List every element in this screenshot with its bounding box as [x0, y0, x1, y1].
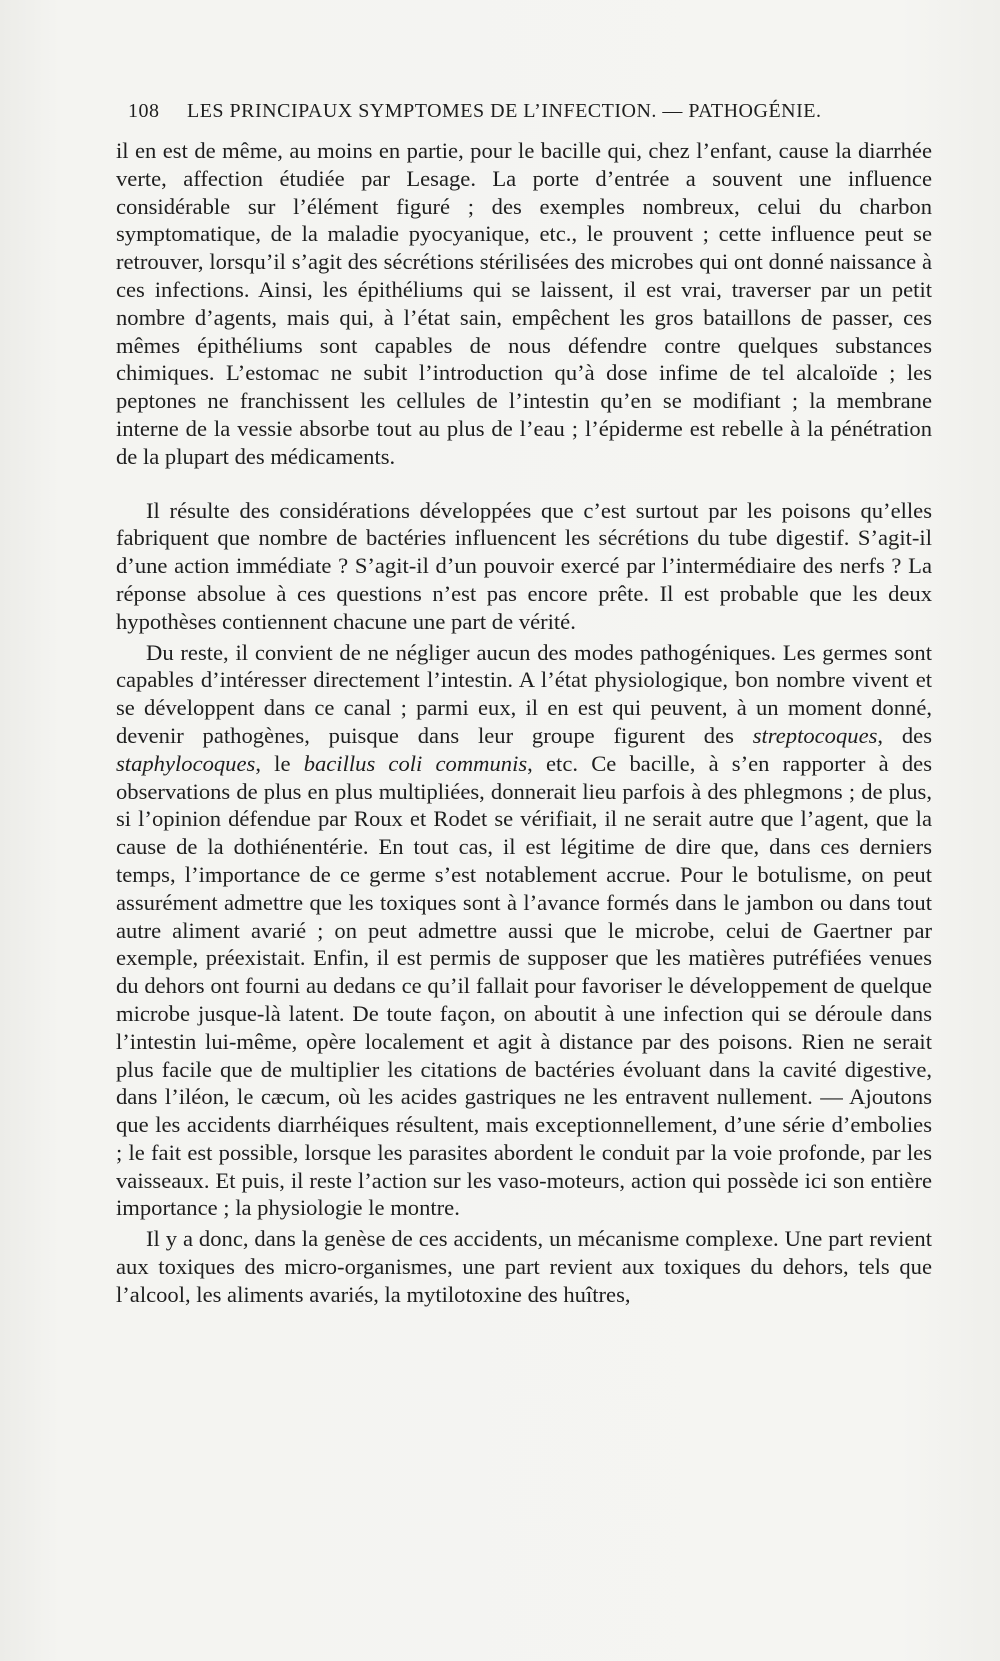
text-segment: , des — [877, 722, 932, 748]
page-number: 108 — [128, 100, 160, 122]
italic-term-staphylocoques: staphylocoques — [116, 750, 256, 776]
running-title: LES PRINCIPAUX SYMPTOMES DE L’INFECTION. — PATHOGÉNIE. — [187, 100, 822, 122]
italic-term-bacillus-coli: bacillus coli communis — [303, 750, 528, 776]
text-segment: il en est de même, au moins en partie, pour le bacille qui, chez l’enfant, cause la diarrhée verte, affection étudiée par Lesage. La porte d’entrée a souvent une influence considérable sur l’élément figuré ; des exemples nombreux, celui du charbon symptomatique, de la maladie pyocyanique, etc., le prouvent ; cette influence peut se retrouver, lorsqu’il s’agit des sécrétions stérilisées des microbes qui ont donné naissance à ces infections. Ainsi, les épithéliums qui se laissent, il est vrai, traverser par un petit nombre d’agents, mais qui, à l’état sain, empêchent les gros bataillons de passer, ces mêmes épithéliums sont capables de nous défendre contre quelques substances chimiques. L’estomac ne subit l’introduction qu’à dose infime de tel alcaloïde ; les peptones ne franchissent les cellules de l’intestin qu’en se modifiant ; la membrane interne de la vessie absorbe tout au plus de l’eau ; l’épiderme est rebelle à la pénétration de la plupart des médicaments. — [116, 138, 932, 469]
paragraph-2 — [116, 497, 932, 636]
body-text — [116, 137, 932, 1309]
text-segment: Du reste, il convient de ne négliger aucun des modes pathogéniques. Les germes sont capables d’intéresser directement l’intestin. A l’état physiologique, bon nombre vivent et se développent dans ce canal ; parmi eux, il en est qui peuvent, à un moment donné, devenir pathogènes, puisque dans leur groupe figurent des — [116, 639, 932, 748]
text-segment: , etc. Ce bacille, à s’en rapporter à des observations de plus en plus multipliées, donnerait lieu parfois à des phlegmons ; de plus, si l’opinion défendue par Roux et Rodet se vérifiait, il ne serait autre que l’agent, que la cause de la dothiénentérie. En tout cas, il est légitime de dire que, dans ces derniers temps, l’importance de ce germe s’est notablement accrue. Pour le botulisme, on peut assurément admettre que les toxiques sont à l’avance formés dans le jambon ou dans tout autre aliment avarié ; on peut admettre aussi que le microbe, celui de Gaertner par exemple, préexistait. Enfin, il est permis de supposer que les matières putréfiées venues du dehors ont fourni au dedans ce qu’il fallait pour favoriser le développement de quelque microbe jusque-là latent. De toute façon, on aboutit à une infection qui se déroule dans l’intestin lui-même, opère localement et agit à distance par des poisons. Rien ne serait plus facile que de multiplier les citations de bactéries évoluant dans la cavité digestive, dans l’iléon, le cæcum, où les acides gastriques ne les entravent nullement. — Ajoutons que les accidents diarrhéiques résultent, mais exceptionnellement, d’une série d’embolies ; le fait est possible, lorsque les parasites abordent le conduit par la voie profonde, par les vaisseaux. Et puis, il reste l’action sur les vaso-moteurs, action qui possède ici son entière importance ; la physiologie le montre. — [116, 750, 933, 1221]
paragraph-4 — [116, 1225, 932, 1308]
text-segment: Il y a donc, dans la genèse de ces accidents, un mécanisme complexe. Une part revient aux toxiques des micro-organismes, une part revient aux toxiques du dehors, tels que l’alcool, les aliments avariés, la mytilotoxine des huîtres, — [116, 1226, 932, 1307]
paragraph-1 — [116, 137, 932, 471]
italic-term-streptocoques: streptocoques — [752, 722, 878, 748]
paragraph-3 — [116, 639, 932, 1223]
page-header — [128, 100, 878, 123]
text-segment: Il résulte des considérations développées que c’est surtout par les poisons qu’elles fabriquent que nombre de bactéries influencent les sécrétions du tube digestif. S’agit-il d’une action immédiate ? S’agit-il d’un pouvoir exercé par l’intermédiaire des nerfs ? La réponse absolue à ces questions n’est pas encore prête. Il est probable que les deux hypothèses contiennent chacune une part de vérité. — [116, 497, 932, 634]
text-segment: , le — [255, 750, 304, 776]
